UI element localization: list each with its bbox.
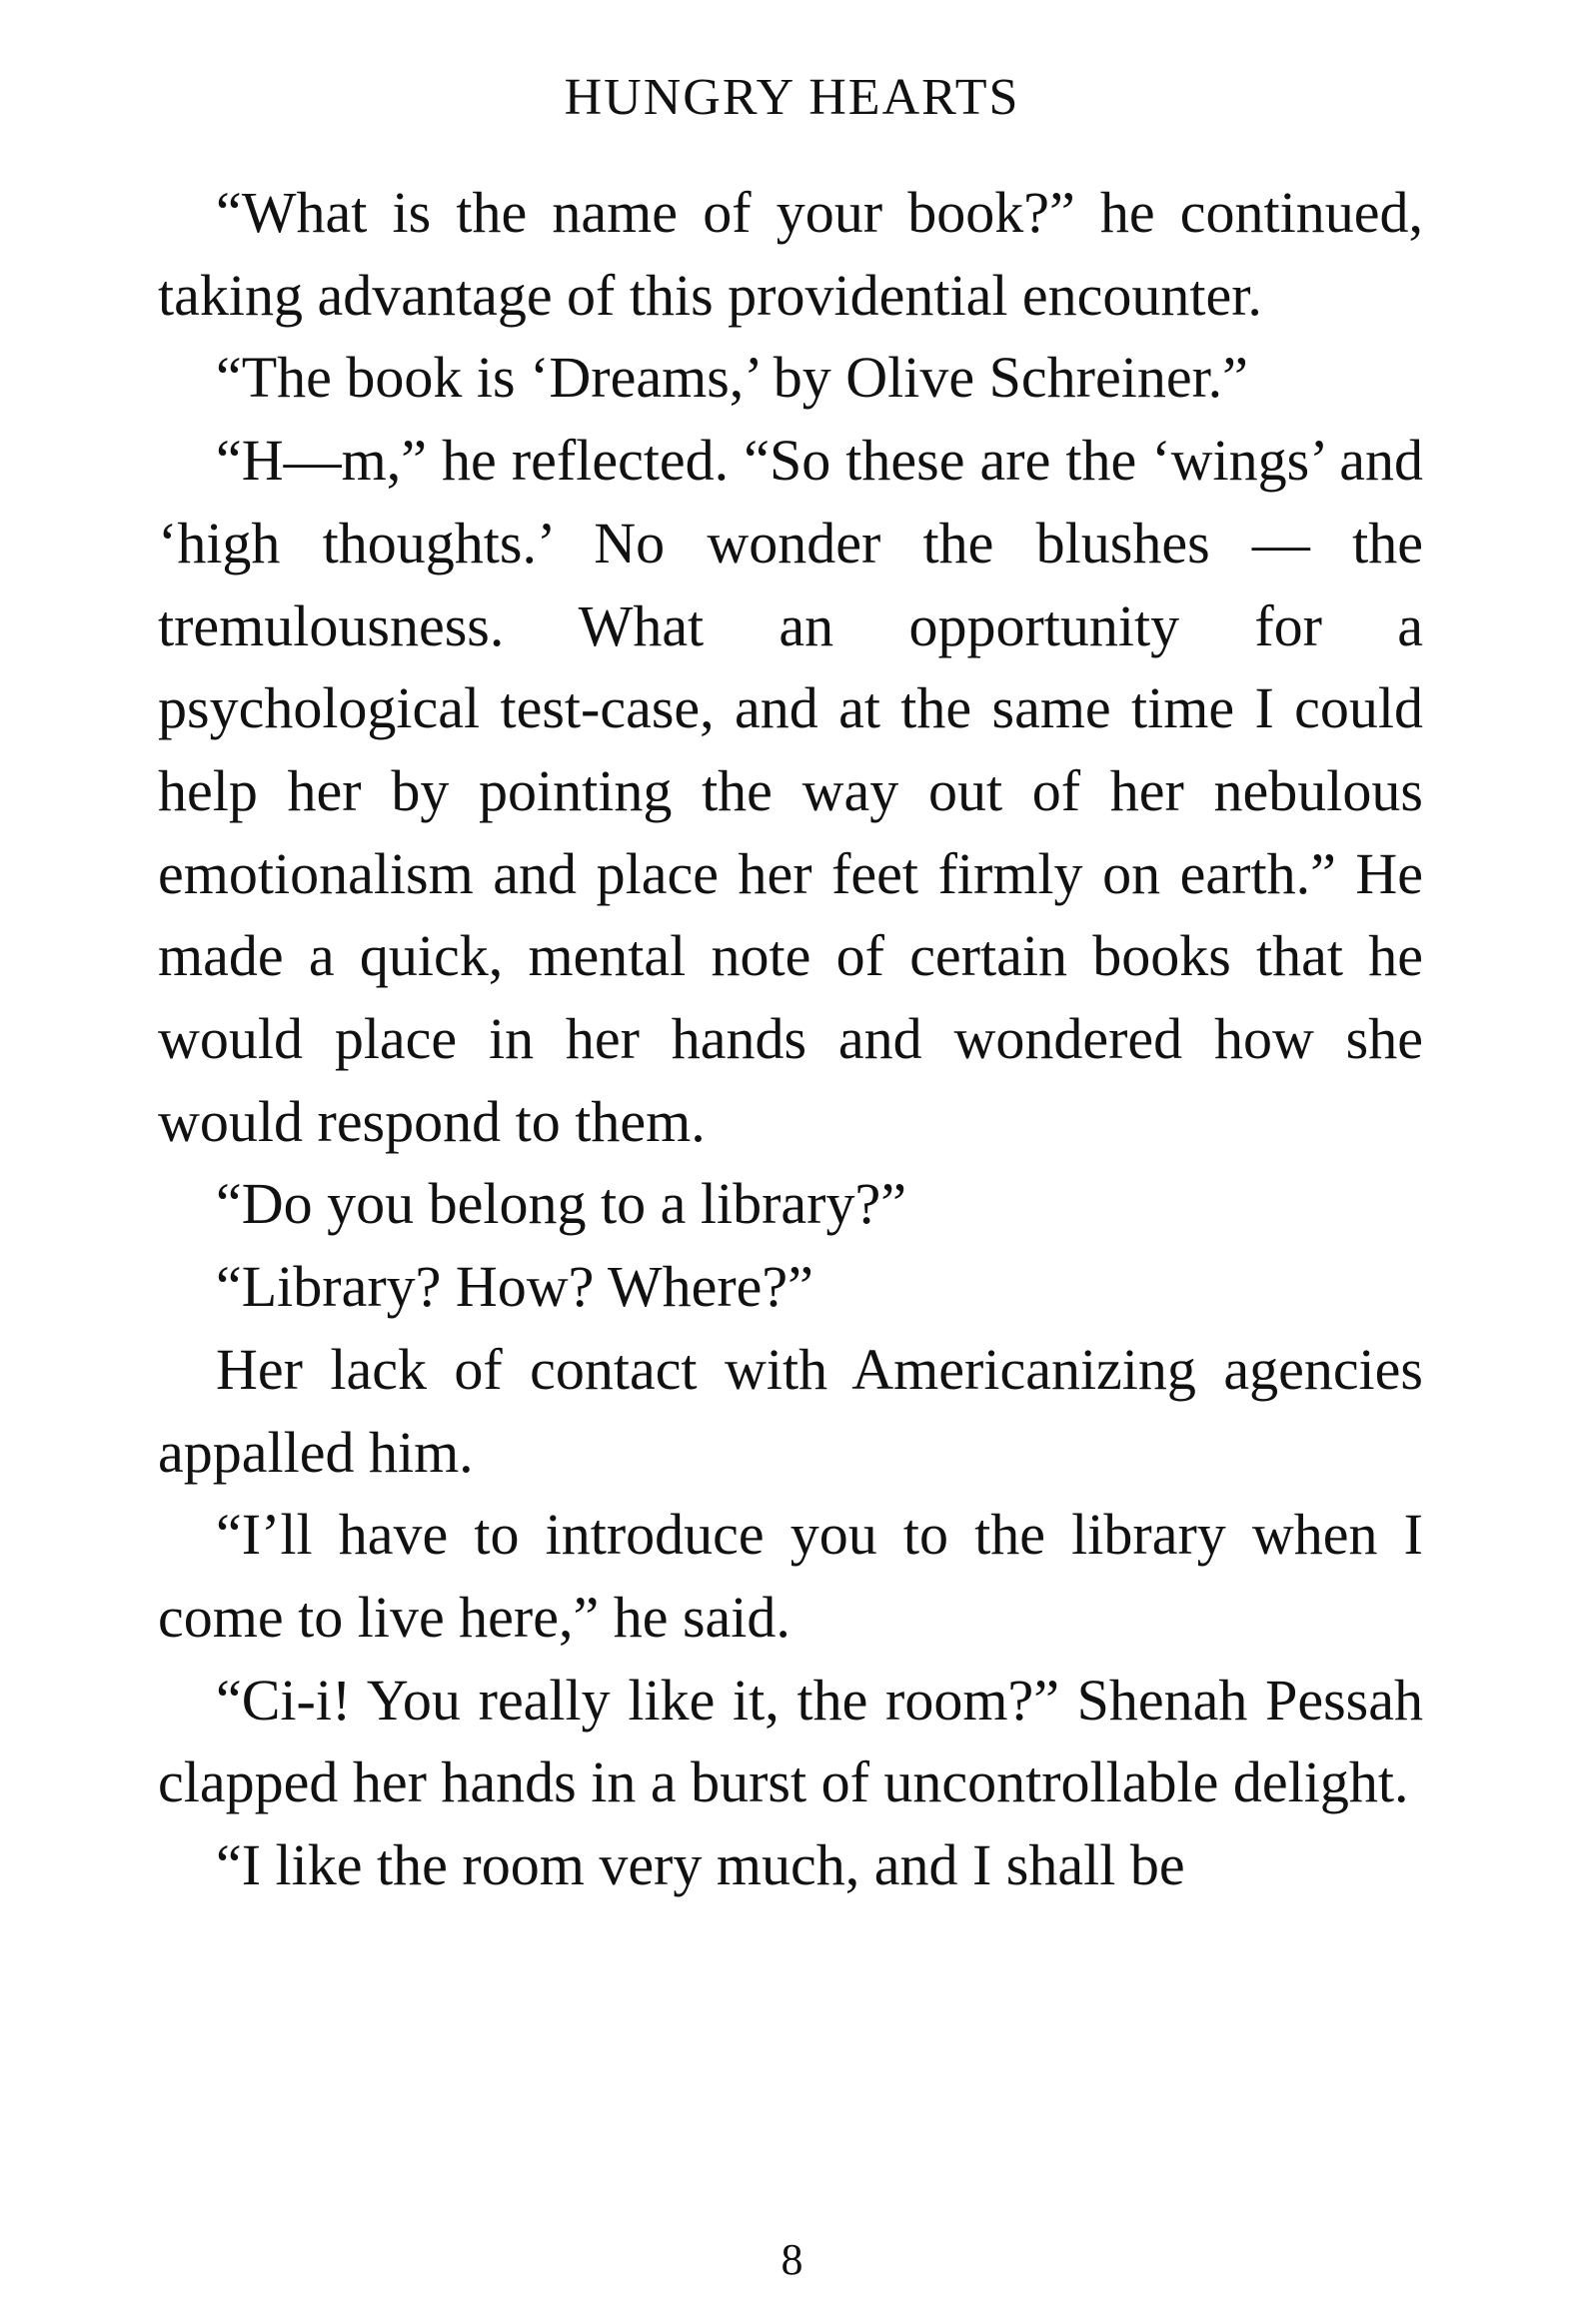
- paragraph: “Ci-i! You really like it, the room?” Shenah Pessah clapped her hands in a burst of uncontrollable delight.: [158, 1667, 1423, 1815]
- paragraph: “Do you belong to a library?”: [216, 1171, 906, 1237]
- paragraph: “I like the room very much, and I shall be: [216, 1832, 1185, 1898]
- paragraph: “What is the name of your book?” he continued, taking advantage of this providential encounter.: [158, 180, 1423, 328]
- paragraph: “The book is ‘Dreams,’ by Olive Schreiner.”: [216, 345, 1248, 411]
- paragraph: “H—m,” he reflected. “So these are the ‘wings’ and ‘high thoughts.’ No wonder the blushes — the tremulousness. What an opportunity for a psychological test-case, and at the same time I could help her by pointing the way out of her nebulous emotionalism and place her feet firmly on earth.” He made a quick, mental note of certain books that he would place in her hands and wondered how she would respond to them.: [158, 428, 1423, 1154]
- body-text: [158, 172, 1423, 1907]
- paragraph: “I’ll have to introduce you to the library when I come to live here,” he said.: [158, 1502, 1423, 1650]
- paragraph: “Library? How? Where?”: [216, 1254, 813, 1320]
- paragraph: Her lack of contact with Americanizing agencies appalled him.: [158, 1336, 1423, 1485]
- running-head: HUNGRY HEARTS: [564, 69, 1020, 126]
- page-number: 8: [781, 2235, 803, 2284]
